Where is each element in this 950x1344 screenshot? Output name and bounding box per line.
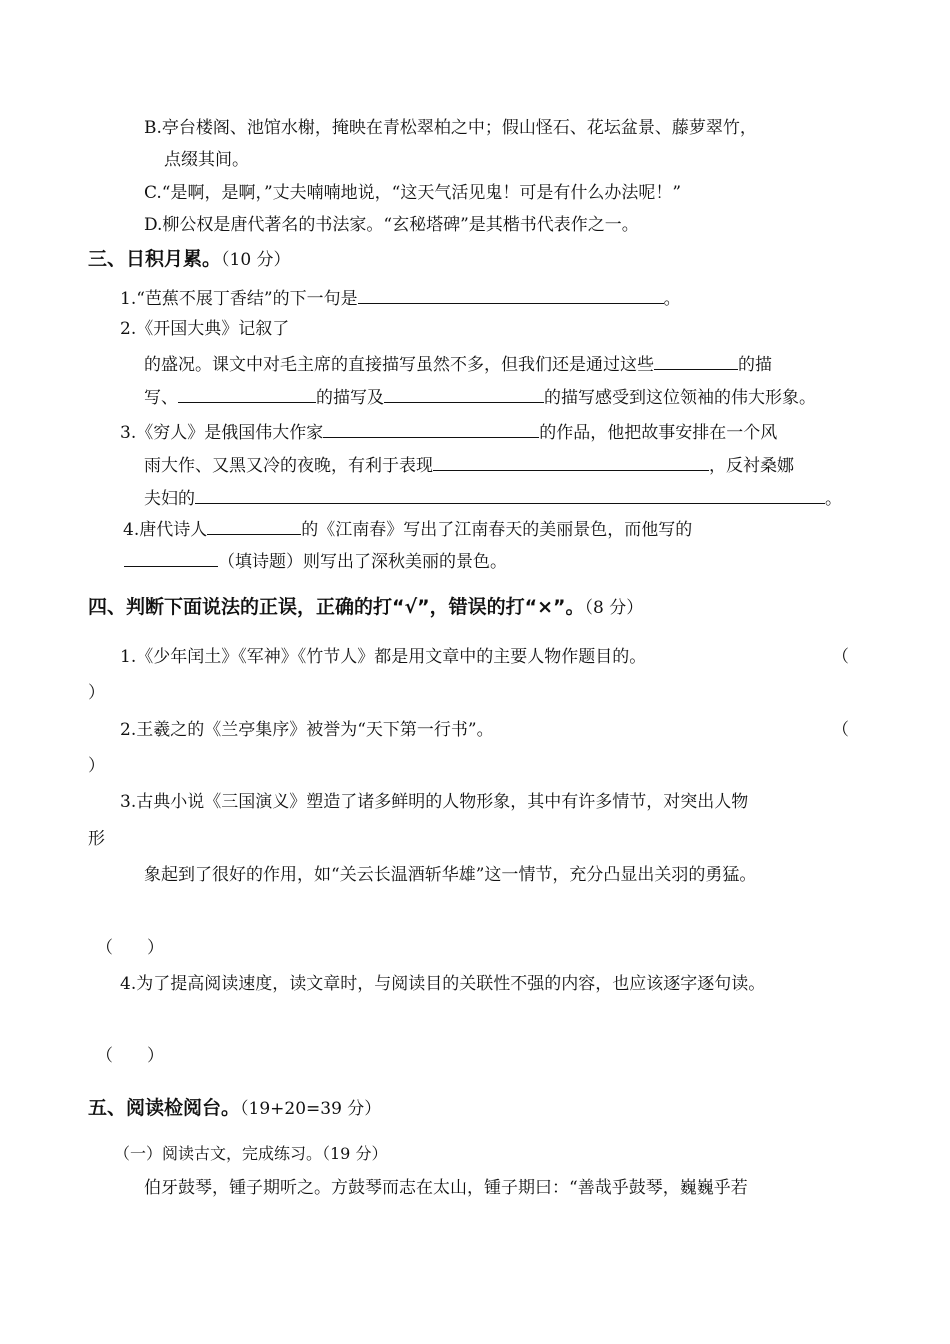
s3-q2-text-a: 的盛况。课文中对毛主席的直接描写虽然不多，但我们还是通过这些: [144, 355, 654, 375]
s4-q1-paren-close: ）: [88, 683, 105, 703]
option-d: D.柳公权是唐代著名的书法家。“玄秘塔碑”是其楷书代表作之一。: [144, 215, 639, 235]
s4-q2-paren-open: （: [832, 720, 849, 740]
s3-q4-text-c: （填诗题）则写出了深秋美丽的景色。: [218, 552, 507, 572]
s3-q2-blank-2[interactable]: [178, 385, 316, 403]
section3-score: （10 分）: [221, 250, 291, 270]
s4-q3-answer-parens[interactable]: （ ）: [96, 938, 164, 958]
s3-q4-text-a: 4.唐代诗人: [123, 520, 208, 540]
option-b-line1: B.亭台楼阁、池馆水榭，掩映在青松翠柏之中；假山怪石、花坛盆景、藤萝翠竹，: [144, 118, 757, 138]
s3-q2-text-e: 的描写感受到这位领袖的伟大形象。: [544, 388, 816, 408]
s3-q2-text-d: 的描写及: [316, 388, 384, 408]
s4-question-2: 2.王羲之的《兰亭集序》被誉为“天下第一行书”。: [120, 720, 494, 740]
s3-q4-blank-2[interactable]: [124, 549, 218, 567]
s3-q3-text-e: 夫妇的: [144, 489, 195, 509]
section3-heading: [88, 248, 291, 271]
s3-q3-text-f: 。: [825, 489, 842, 509]
s3-question-3-line3: [144, 486, 842, 509]
s3-question-3-line2: [144, 453, 794, 476]
s3-question-2-line3: [144, 385, 816, 408]
s3-q3-blank-2[interactable]: [433, 453, 709, 471]
s3-q3-blank-1[interactable]: [323, 420, 539, 438]
option-c: C.“是啊，是啊，”丈夫喃喃地说，“这天气活见鬼！可是有什么办法呢！”: [144, 183, 682, 203]
s4-question-3-line1: 3.古典小说《三国演义》塑造了诸多鲜明的人物形象，其中有许多情节，对突出人物: [120, 792, 749, 812]
s3-q2-text-b: 的描: [738, 355, 772, 375]
section4-heading: [88, 596, 643, 619]
s4-question-4: 4.为了提高阅读速度，读文章时，与阅读目的关联性不强的内容，也应该逐字逐句读。: [120, 974, 766, 994]
section4-title: 四、判断下面说法的正误，正确的打“√”，错误的打“×”。: [88, 596, 585, 618]
section5-score: （19+20=39 分）: [240, 1099, 382, 1119]
s3-q1-blank[interactable]: [358, 286, 664, 304]
s3-q3-text-d: ，反衬桑娜: [709, 456, 794, 476]
s3-q4-blank-1[interactable]: [207, 517, 301, 535]
s4-question-3-line3: 象起到了很好的作用，如“关云长温酒斩华雄”这一情节，充分凸显出关羽的勇猛。: [144, 865, 757, 885]
s3-question-3-line1: [120, 420, 777, 443]
s3-q3-text-c: 雨大作、又黑又冷的夜晚，有利于表现: [144, 456, 433, 476]
s3-q1-text: 1.“芭蕉不展丁香结”的下一句是: [120, 289, 358, 309]
s4-q1-paren-open: （: [832, 647, 849, 667]
s3-q3-text-a: 3.《穷人》是俄国伟大作家: [120, 423, 324, 443]
s3-question-4-line1: [123, 517, 692, 540]
s3-q2-text-c: 写、: [144, 388, 178, 408]
s3-question-2-line1: 2.《开国大典》记叙了: [120, 319, 290, 339]
s3-question-2-line2: [144, 352, 772, 375]
section5-title: 五、阅读检阅台。: [88, 1097, 241, 1119]
section5-heading: [88, 1097, 381, 1120]
s5-part1-instruction: （一）阅读古文，完成练习。（19 分）: [114, 1144, 388, 1163]
s4-q2-paren-close: ）: [88, 756, 105, 776]
s3-q3-blank-3[interactable]: [195, 486, 825, 504]
s3-q3-text-b: 的作品，他把故事安排在一个风: [539, 423, 778, 443]
section4-score: （8 分）: [584, 598, 644, 618]
s4-q4-answer-parens[interactable]: （ ）: [96, 1046, 164, 1066]
s3-q4-text-b: 的《江南春》写出了江南春天的美丽景色，而他写的: [301, 520, 693, 540]
s5-classical-text-line1: 伯牙鼓琴，锺子期听之。方鼓琴而志在太山，锺子期曰：“善哉乎鼓琴，巍巍乎若: [144, 1178, 748, 1198]
s4-question-3-line2: 形: [88, 829, 105, 849]
s3-q2-blank-1[interactable]: [654, 352, 738, 370]
s4-question-1: 1.《少年闰土》《军神》《竹节人》都是用文章中的主要人物作题目的。: [120, 647, 647, 667]
section3-title: 三、日积月累。: [88, 248, 222, 270]
s3-q1-end: 。: [663, 289, 681, 309]
s3-question-1: [120, 286, 681, 309]
s3-q2-blank-3[interactable]: [384, 385, 544, 403]
option-b-line2: 点缀其间。: [164, 150, 249, 170]
s3-question-4-line2: [124, 549, 507, 572]
